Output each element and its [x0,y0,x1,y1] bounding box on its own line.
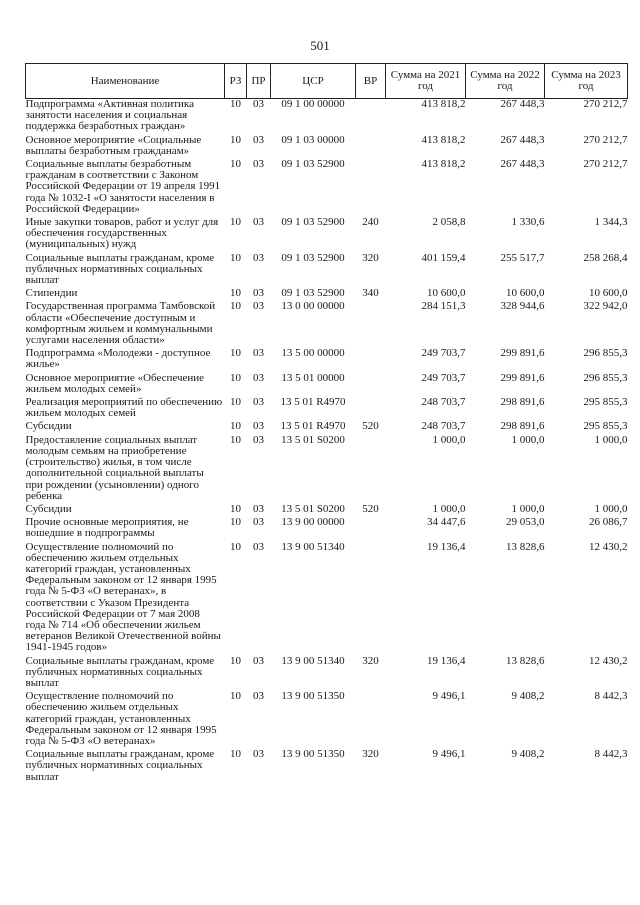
header-name: Наименование [26,64,225,99]
row-sum-2022: 1 000,0 [511,434,545,446]
table-body [26,99,628,785]
row-sum-2023: 10 600,0 [589,288,628,300]
row-sum-2021: 2 058,8 [432,217,466,229]
row-csr: 13 9 00 51350 [281,749,345,761]
table-row [26,253,628,289]
row-sum-2021: 1 000,0 [432,434,466,446]
row-sum-2022: 267 448,3 [500,159,545,171]
header-sum-2023: Сумма на 2023 год [545,64,628,99]
table-row [26,749,628,785]
row-sum-2023: 295 855,3 [583,421,628,433]
row-name: Субсидии [25,503,72,515]
row-pr: 03 [253,517,264,529]
row-sum-2021: 248 703,7 [421,421,466,433]
table-row [26,348,628,372]
row-vr: 340 [362,288,379,300]
header-rz: РЗ [225,64,247,99]
row-csr: 13 5 00 00000 [281,348,345,360]
row-rz: 10 [230,749,241,761]
header-sum-2021: Сумма на 2021 год [386,64,466,99]
row-name: Основное мероприятие «Социальные выплаты безработным гражданам» [25,134,202,157]
row-vr: 520 [362,421,379,433]
table-row [26,517,628,541]
row-csr: 13 9 00 51350 [281,691,345,703]
table-row [26,288,628,301]
row-sum-2023: 12 430,2 [589,541,628,553]
row-rz: 10 [230,517,241,529]
row-csr: 13 5 01 S0200 [281,434,345,446]
row-sum-2022: 29 053,0 [506,517,545,529]
row-name: Осуществление полномочий по обеспечению жильем отдельных категорий граждан, установленных Федеральным законом от 12 января 1995 года № 5-ФЗ «О ветеранах», в соответствии с Указом Президента Российской Федерации от 7 мая 2008 года № 714 «Об обеспечении жильем ветеранов Великой Отечественной войны 1941-1945 годов» [25,541,221,654]
row-sum-2023: 26 086,7 [589,517,628,529]
row-sum-2023: 1 344,3 [594,217,628,229]
table-header [26,64,628,99]
row-rz: 10 [230,691,241,703]
row-sum-2023: 8 442,3 [594,749,628,761]
row-csr: 09 1 00 00000 [281,98,345,110]
row-sum-2023: 270 212,7 [583,159,628,171]
row-pr: 03 [253,749,264,761]
row-csr: 13 5 01 R4970 [280,397,346,409]
row-sum-2022: 9 408,2 [511,749,545,761]
row-csr: 09 1 03 52900 [281,288,345,300]
header-pr: ПР [247,64,271,99]
row-sum-2021: 34 447,6 [427,517,466,529]
row-name: Иные закупки товаров, работ и услуг для обеспечения государственных (муниципальных) нужд [25,217,219,251]
row-sum-2021: 10 600,0 [427,288,466,300]
row-sum-2022: 255 517,7 [500,252,545,264]
row-pr: 03 [253,159,264,171]
row-name: Социальные выплаты гражданам, кроме публичных нормативных социальных выплат [25,749,215,783]
row-pr: 03 [253,98,264,110]
row-vr: 320 [362,655,379,667]
row-pr: 03 [253,434,264,446]
row-pr: 03 [253,372,264,384]
row-sum-2022: 299 891,6 [500,348,545,360]
row-pr: 03 [253,217,264,229]
row-sum-2022: 9 408,2 [511,691,545,703]
row-pr: 03 [253,397,264,409]
row-name: Предоставление социальных выплат молодым семьям на приобретение (строительство) жилья, в том числе дополнительной социальной выплаты при рождении (усыновлении) одного ребенка [25,434,204,502]
row-sum-2021: 9 496,1 [432,691,466,703]
row-vr [356,348,386,372]
row-sum-2021: 248 703,7 [421,397,466,409]
table-row [26,656,628,692]
row-rz: 10 [230,252,241,264]
row-sum-2022: 10 600,0 [506,288,545,300]
row-sum-2021: 9 496,1 [432,749,466,761]
row-vr: 240 [362,217,379,229]
row-sum-2022: 299 891,6 [500,372,545,384]
row-rz: 10 [230,503,241,515]
row-vr [356,135,386,159]
row-vr [356,691,386,749]
row-sum-2023: 270 212,7 [583,134,628,146]
row-sum-2022: 13 828,6 [506,655,545,667]
row-csr: 13 9 00 51340 [281,541,345,553]
row-name: Подпрограмма «Активная политика занятости населения и социальная поддержка безработных граждан» [25,98,194,133]
row-name: Социальные выплаты гражданам, кроме публичных нормативных социальных выплат [25,252,215,287]
row-sum-2021: 19 136,4 [427,655,466,667]
row-csr: 13 9 00 00000 [281,517,345,529]
row-pr: 03 [253,348,264,360]
row-sum-2021: 19 136,4 [427,541,466,553]
table-row [26,301,628,348]
row-rz: 10 [230,288,241,300]
row-rz: 10 [230,98,241,110]
row-name: Стипендии [25,288,78,300]
table-row [26,135,628,159]
row-pr: 03 [253,301,264,313]
row-sum-2023: 8 442,3 [594,691,628,703]
row-csr: 13 5 01 S0200 [281,503,345,515]
row-sum-2023: 270 212,7 [583,98,628,110]
row-csr: 09 1 03 00000 [281,134,345,146]
row-sum-2021: 413 818,2 [421,134,466,146]
row-sum-2021: 249 703,7 [421,372,466,384]
table-row [26,217,628,253]
row-sum-2021: 284 151,3 [421,301,466,313]
row-vr [356,397,386,421]
row-rz: 10 [230,541,241,553]
row-rz: 10 [230,217,241,229]
row-vr [356,159,386,217]
row-sum-2022: 1 000,0 [511,503,545,515]
table-row [26,691,628,749]
row-rz: 10 [230,421,241,433]
row-sum-2022: 267 448,3 [500,134,545,146]
row-vr: 320 [362,749,379,761]
row-vr [356,542,386,656]
row-name: Социальные выплаты безработным гражданам в соответствии с Законом Российской Федерации от 19 апреля 1991 года № 1032-I «О занятости населения в Российской Федерации» [25,159,221,215]
table-row [26,435,628,504]
row-vr: 520 [362,503,379,515]
row-sum-2021: 249 703,7 [421,348,466,360]
row-vr [356,99,386,135]
row-sum-2023: 295 855,3 [583,397,628,409]
row-pr: 03 [253,288,264,300]
table-row [26,373,628,397]
row-pr: 03 [253,503,264,515]
header-sum-2022: Сумма на 2022 год [466,64,545,99]
row-vr [356,301,386,348]
row-sum-2021: 1 000,0 [432,503,466,515]
row-pr: 03 [253,134,264,146]
row-rz: 10 [230,159,241,171]
row-sum-2022: 298 891,6 [500,421,545,433]
budget-table [25,63,628,785]
row-sum-2022: 13 828,6 [506,541,545,553]
table-row [26,159,628,217]
row-sum-2021: 413 818,2 [421,98,466,110]
row-sum-2022: 298 891,6 [500,397,545,409]
row-sum-2021: 413 818,2 [421,159,466,171]
row-name: Осуществление полномочий по обеспечению жильем отдельных категорий граждан, установленных Федеральным законом от 12 января 1995 года № 5-ФЗ «О ветеранах» [25,691,217,747]
table-row [26,421,628,434]
row-vr: 320 [362,252,379,264]
row-name: Субсидии [25,421,72,433]
row-sum-2022: 1 330,6 [511,217,545,229]
row-sum-2022: 328 944,6 [500,301,545,313]
row-sum-2022: 267 448,3 [500,98,545,110]
row-csr: 09 1 03 52900 [281,217,345,229]
row-vr [356,517,386,541]
row-pr: 03 [253,421,264,433]
row-sum-2023: 296 855,3 [583,348,628,360]
table-row [26,542,628,656]
row-csr: 13 5 01 00000 [281,372,345,384]
row-rz: 10 [230,348,241,360]
table-row [26,504,628,517]
table-row [26,397,628,421]
row-name: Прочие основные мероприятия, не вошедшие в подпрограммы [25,517,189,540]
header-vr: ВР [356,64,386,99]
row-sum-2023: 322 942,0 [583,301,628,313]
row-rz: 10 [230,397,241,409]
row-sum-2023: 296 855,3 [583,372,628,384]
row-name: Основное мероприятие «Обеспечение жильем молодых семей» [25,372,205,395]
row-csr: 13 9 00 51340 [281,655,345,667]
row-csr: 13 0 00 00000 [281,301,345,313]
row-sum-2023: 258 268,4 [583,252,628,264]
row-name: Подпрограмма «Молодежи - доступное жилье» [25,348,211,371]
row-name: Реализация мероприятий по обеспечению жильем молодых семей [25,397,223,420]
table-row [26,99,628,135]
row-pr: 03 [253,541,264,553]
row-rz: 10 [230,372,241,384]
row-csr: 13 5 01 R4970 [280,421,346,433]
row-sum-2023: 12 430,2 [589,655,628,667]
row-name: Государственная программа Тамбовской области «Обеспечение доступным и комфортным жильем и коммунальными услугами населения области» [25,301,216,347]
row-pr: 03 [253,691,264,703]
row-rz: 10 [230,134,241,146]
row-sum-2023: 1 000,0 [594,434,628,446]
row-vr [356,435,386,504]
row-sum-2021: 401 159,4 [421,252,466,264]
row-sum-2023: 1 000,0 [594,503,628,515]
row-pr: 03 [253,655,264,667]
row-rz: 10 [230,655,241,667]
row-rz: 10 [230,434,241,446]
row-csr: 09 1 03 52900 [281,159,345,171]
row-name: Социальные выплаты гражданам, кроме публичных нормативных социальных выплат [25,655,215,689]
page-number: 501 [310,38,330,53]
row-rz: 10 [230,301,241,313]
row-vr [356,373,386,397]
row-csr: 09 1 03 52900 [281,252,345,264]
row-pr: 03 [253,252,264,264]
header-csr: ЦСР [271,64,356,99]
